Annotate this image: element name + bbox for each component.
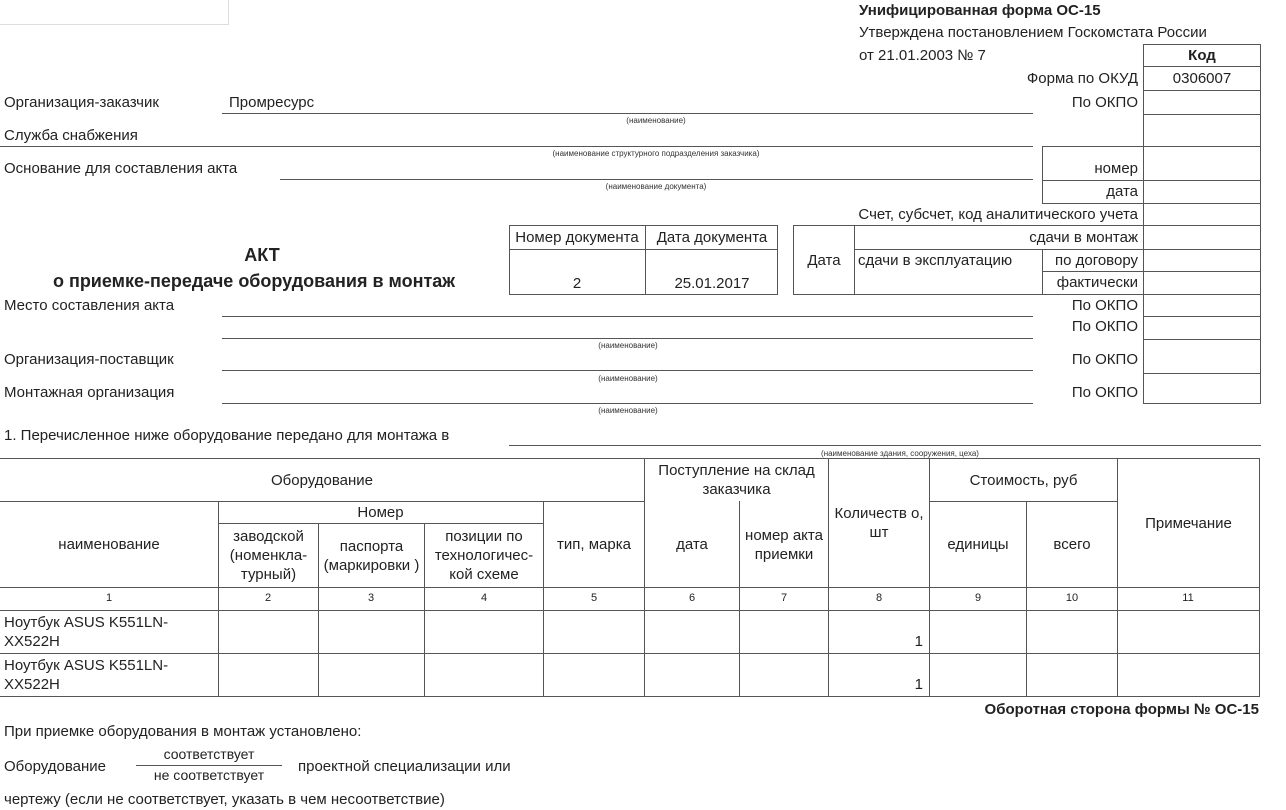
actual-label: фактически (1056, 274, 1138, 291)
section1-caption: (наименование здания, сооружения, цеха) (821, 449, 979, 458)
th-receipt: Поступление на склад заказчика (658, 462, 815, 498)
colnum-6: 6 (688, 592, 696, 604)
date-label: дата (1106, 183, 1138, 200)
act-title: АКТ (244, 245, 280, 265)
fraction-line (136, 765, 282, 766)
okpo-label-place: По ОКПО (1071, 297, 1138, 314)
table-row-1-name[interactable]: Ноутбук ASUS K551LN-XX522H (4, 614, 169, 650)
th-number: Номер (357, 504, 404, 521)
corresponds-option[interactable]: соответствует (163, 746, 255, 762)
colnum-4: 4 (480, 592, 488, 604)
docnum-value[interactable]: 2 (572, 274, 582, 292)
th-quantity: Количеств о, шт (834, 505, 924, 541)
table-row-2-qty[interactable]: 1 (914, 676, 923, 693)
okud-value: 0306007 (1172, 70, 1232, 87)
reverse-side-title: Оборотная сторона формы № ОС-15 (984, 701, 1259, 718)
place-label: Место составления акта (4, 297, 175, 314)
to-operation-label: сдачи в эксплуатацию (858, 252, 1013, 269)
table-row-1-qty[interactable]: 1 (914, 633, 923, 650)
customer-caption: (наименование) (626, 116, 686, 125)
th-name: наименование (58, 536, 160, 553)
table-row-2-name[interactable]: Ноутбук ASUS K551LN-XX522H (4, 657, 169, 693)
customer-value[interactable]: Промресурс (229, 94, 315, 111)
supply-label: Служба снабжения (4, 127, 138, 144)
supplier-caption: (наименование) (598, 374, 658, 383)
th-act-number: номер акта приемки (745, 526, 823, 563)
okpo-label-place2: По ОКПО (1071, 318, 1138, 335)
colnum-1: 1 (105, 592, 113, 604)
to-install-label: сдачи в монтаж (1029, 229, 1138, 246)
form-name: Унифицированная форма ОС-15 (859, 2, 1101, 19)
okpo-label-install: По ОКПО (1071, 384, 1138, 401)
by-contract-label: по договору (1054, 252, 1138, 269)
code-header: Код (1188, 47, 1216, 64)
okud-label: Форма по ОКУД (1026, 70, 1138, 87)
th-passport: паспорта (маркировки ) (323, 537, 420, 574)
drawing-text: чертежу (если не соответствует, указать в чем несоответствие) (4, 791, 445, 808)
th-unit-cost: единицы (947, 536, 1009, 553)
account-label: Счет, субсчет, код аналитического учета (858, 206, 1138, 223)
th-position: позиции по технологичес-кой схеме (434, 528, 534, 583)
install-org-label: Монтажная организация (4, 384, 175, 401)
docnum-header: Номер документа (515, 229, 639, 246)
install-org-caption: (наименование) (598, 406, 658, 415)
supplier-label: Организация-поставщик (4, 351, 174, 368)
th-type: тип, марка (557, 536, 631, 553)
okpo-label-customer: По ОКПО (1071, 94, 1138, 111)
spec-text: проектной специализации или (298, 758, 511, 775)
approved-text: Утверждена постановлением Госкомстата России (859, 24, 1207, 41)
supply-caption: (наименование структурного подразделения заказчика) (552, 149, 760, 158)
colnum-7: 7 (780, 592, 788, 604)
dates-label: Дата (807, 251, 841, 269)
colnum-10: 10 (1065, 592, 1079, 604)
section1-text: 1. Перечисленное ниже оборудование передано для монтажа в (4, 427, 450, 444)
th-cost: Стоимость, руб (969, 471, 1078, 489)
number-label: номер (1094, 160, 1138, 177)
place-caption: (наименование) (598, 341, 658, 350)
basis-caption: (наименование документа) (605, 182, 707, 191)
approved-date: от 21.01.2003 № 7 (859, 47, 986, 64)
colnum-11: 11 (1182, 592, 1194, 604)
colnum-3: 3 (367, 592, 375, 604)
corresponds-fraction[interactable] (136, 744, 282, 784)
colnum-8: 8 (875, 592, 883, 604)
not-corresponds-option[interactable]: не соответствует (153, 767, 265, 783)
customer-label: Организация-заказчик (4, 94, 159, 111)
equipment-label: Оборудование (4, 758, 107, 775)
docdate-value[interactable]: 25.01.2017 (674, 274, 750, 292)
colnum-9: 9 (974, 592, 982, 604)
colnum-2: 2 (264, 592, 272, 604)
th-receipt-date: дата (676, 536, 708, 553)
colnum-5: 5 (590, 592, 598, 604)
th-equipment: Оборудование (270, 471, 374, 489)
act-subtitle: о приемке-передаче оборудования в монтаж (52, 271, 456, 291)
established-text: При приемке оборудования в монтаж установлено: (4, 723, 362, 740)
th-factory: заводской (номенкла-турный) (229, 528, 308, 583)
th-note: Примечание (1145, 514, 1232, 532)
th-total-cost: всего (1053, 536, 1091, 553)
okpo-label-supplier: По ОКПО (1071, 351, 1138, 368)
docdate-header: Дата документа (656, 229, 768, 246)
basis-label: Основание для составления акта (4, 160, 238, 177)
